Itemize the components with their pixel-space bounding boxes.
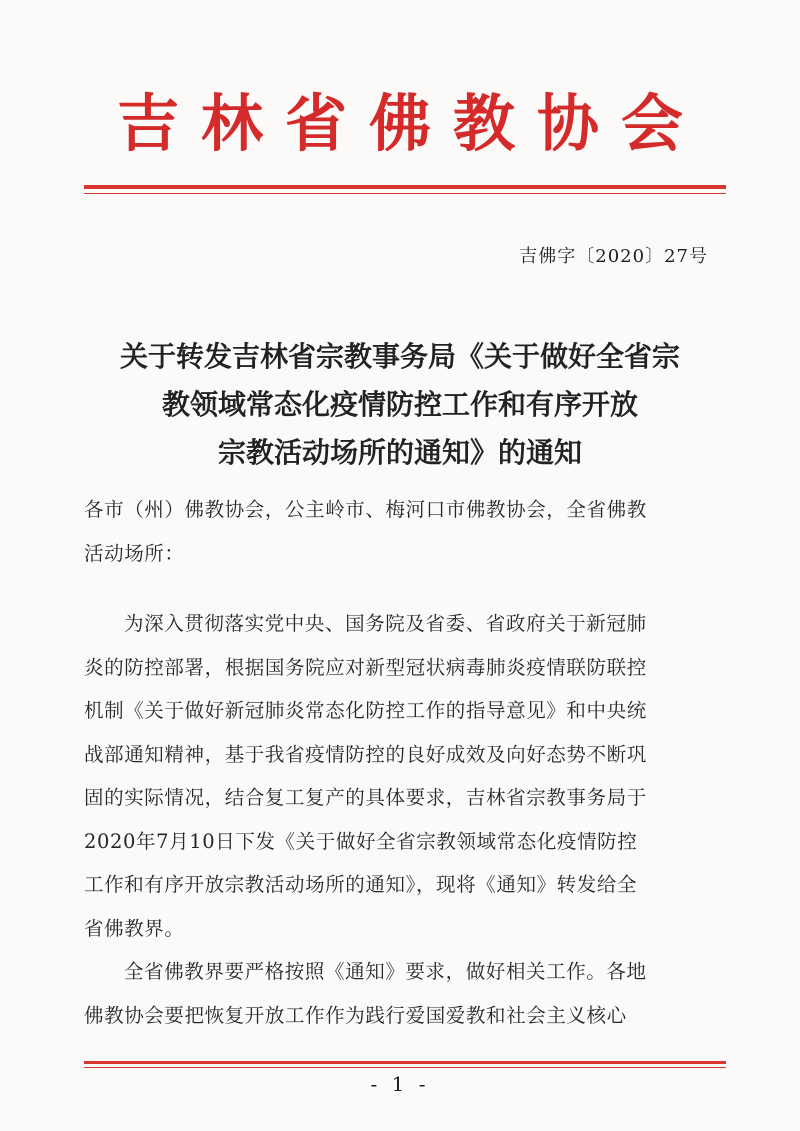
paragraph-1-line-2: 炎的防控部署，根据国务院应对新型冠状病毒肺炎疫情联防联控	[84, 655, 647, 679]
paragraph-1	[84, 602, 719, 950]
footer-red-rule-thin	[84, 1067, 726, 1068]
paragraph-1-line-7: 工作和有序开放宗教活动场所的通知》，现将《通知》转发给全	[84, 873, 638, 896]
document-title	[80, 333, 720, 477]
paragraph-1-line-4: 战部通知精神，基于我省疫情防控的良好成效及向好态势不断巩	[84, 742, 647, 766]
footer-red-rule-thick	[84, 1061, 726, 1064]
header-red-rule-thin	[84, 193, 726, 194]
paragraph-2-line-1: 全省佛教界要严格按照《通知》要求，做好相关工作。各地	[124, 960, 647, 983]
paragraph-2-line-2: 佛教协会要把恢复开放工作作为践行爱国爱教和社会主义核心	[84, 1003, 627, 1027]
salutation-line-1: 各市（州）佛教协会，公主岭市、梅河口市佛教协会，全省佛教	[84, 498, 647, 521]
organization-header: 吉林省佛教协会	[116, 87, 705, 160]
paragraph-1-line-3: 机制《关于做好新冠肺炎常态化防控工作的指导意见》和中央统	[84, 699, 647, 722]
title-line-2: 教领域常态化疫情防控工作和有序开放	[161, 388, 638, 421]
paragraph-1-line-6: 2020年7月10日下发《关于做好全省宗教领域常态化疫情防控	[84, 829, 638, 853]
document-number-text: 吉佛字〔2020〕27号	[519, 246, 708, 267]
paragraph-2	[84, 950, 719, 1037]
salutation-line-2: 活动场所：	[84, 541, 185, 565]
paragraph-1-line-1: 为深入贯彻落实党中央、国务院及省委、省政府关于新冠肺	[124, 612, 647, 635]
title-line-1: 关于转发吉林省宗教事务局《关于做好全省宗	[119, 340, 680, 373]
header-red-rule-thick	[84, 185, 726, 189]
title-line-3: 宗教活动场所的通知》的通知	[217, 436, 582, 469]
document-number	[519, 244, 708, 270]
paragraph-1-line-8: 省佛教界。	[84, 916, 185, 940]
paragraph-1-line-5: 固的实际情况，结合复工复产的具体要求，吉林省宗教事务局于	[84, 786, 647, 809]
page-number: - 1 -	[370, 1072, 430, 1096]
salutation	[84, 488, 719, 575]
